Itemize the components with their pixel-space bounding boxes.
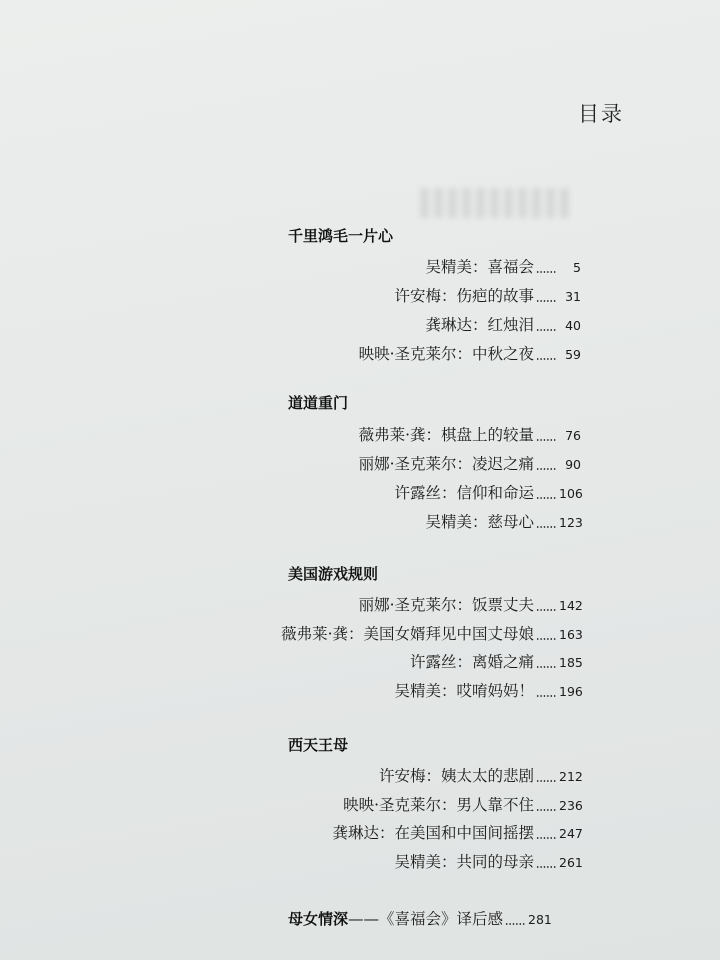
page-number: 123 (559, 515, 583, 530)
page-number: 281 (528, 912, 552, 927)
entry-title: 许露丝：信仰和命运 (394, 484, 534, 502)
toc-entry (394, 284, 581, 306)
afterword-dash: —— (348, 910, 380, 928)
entry-title: 吴精美：喜福会 (425, 258, 534, 276)
leader-dots (536, 809, 556, 811)
section-heading: 千里鸿毛一片心 (288, 227, 394, 245)
entry-title: 丽娜·圣克莱尔：饭票丈夫 (358, 596, 534, 614)
page-number: 106 (559, 486, 583, 501)
leader-dots (536, 497, 556, 499)
page-title: 目录 (578, 102, 624, 126)
leader-dots (536, 439, 556, 441)
leader-dots (505, 923, 525, 925)
page-number: 5 (573, 260, 581, 275)
section-heading: 美国游戏规则 (288, 565, 379, 583)
toc-entry (394, 850, 581, 872)
page-number: 196 (559, 684, 583, 699)
toc-entry (343, 793, 581, 815)
leader-dots (536, 271, 556, 273)
leader-dots (536, 780, 556, 782)
page-number: 40 (565, 318, 581, 333)
toc-entry (425, 510, 581, 532)
entry-title: 丽娜·圣克莱尔：凌迟之痛 (358, 455, 534, 473)
entry-title: 许安梅：姨太太的悲剧 (378, 767, 534, 785)
page-number: 247 (559, 826, 583, 841)
leader-dots (536, 526, 556, 528)
leader-dots (536, 358, 556, 360)
leader-dots (536, 695, 556, 697)
afterword-entry (288, 907, 550, 929)
leader-dots (536, 300, 556, 302)
toc-entry (410, 650, 581, 672)
toc-entry (359, 342, 581, 364)
page-number: 31 (565, 289, 581, 304)
toc-entry (425, 313, 581, 335)
leader-dots (536, 666, 556, 668)
toc-entry (281, 622, 581, 644)
page-number: 76 (565, 428, 581, 443)
toc-entry (379, 764, 581, 786)
toc-entry (425, 255, 581, 277)
leader-dots (536, 638, 556, 640)
page-number: 59 (565, 347, 581, 362)
toc-entry (394, 481, 581, 503)
toc-entry (359, 452, 581, 474)
toc-entry (359, 423, 581, 445)
entry-title: 许安梅：伤疤的故事 (394, 287, 534, 305)
section-heading: 道道重门 (288, 394, 349, 412)
page-number: 142 (559, 598, 583, 613)
leader-dots (536, 329, 556, 331)
entry-title: 薇弗莱·龚：美国女婿拜见中国丈母娘 (281, 625, 534, 643)
entry-title: 映映·圣克莱尔：中秋之夜 (358, 345, 534, 363)
afterword-heading: 母女情深 (288, 910, 349, 928)
toc-entry (332, 821, 581, 843)
section-heading: 西天王母 (288, 736, 349, 754)
toc-entry (394, 679, 581, 701)
page-number: 236 (559, 798, 583, 813)
page-number: 212 (559, 769, 583, 784)
leader-dots (536, 866, 556, 868)
page-number: 261 (559, 855, 583, 870)
show-through-text (420, 188, 570, 218)
entry-title: 薇弗莱·龚：棋盘上的较量 (358, 426, 534, 444)
entry-title: 吴精美：共同的母亲 (394, 853, 534, 871)
entry-title: 吴精美：哎唷妈妈！ (394, 682, 534, 700)
entry-title: 龚琳达：在美国和中国间摇摆 (332, 824, 534, 842)
entry-title: 映映·圣克莱尔：男人靠不住 (343, 796, 534, 814)
entry-title: 许露丝：离婚之痛 (409, 653, 534, 671)
leader-dots (536, 468, 556, 470)
page-number: 163 (559, 627, 583, 642)
toc-entry (359, 593, 581, 615)
page-number: 90 (565, 457, 581, 472)
afterword-title: 《喜福会》译后感 (379, 910, 504, 928)
leader-dots (536, 609, 556, 611)
leader-dots (536, 837, 556, 839)
entry-title: 龚琳达：红烛泪 (425, 316, 534, 334)
page-number: 185 (559, 655, 583, 670)
entry-title: 吴精美：慈母心 (425, 513, 534, 531)
